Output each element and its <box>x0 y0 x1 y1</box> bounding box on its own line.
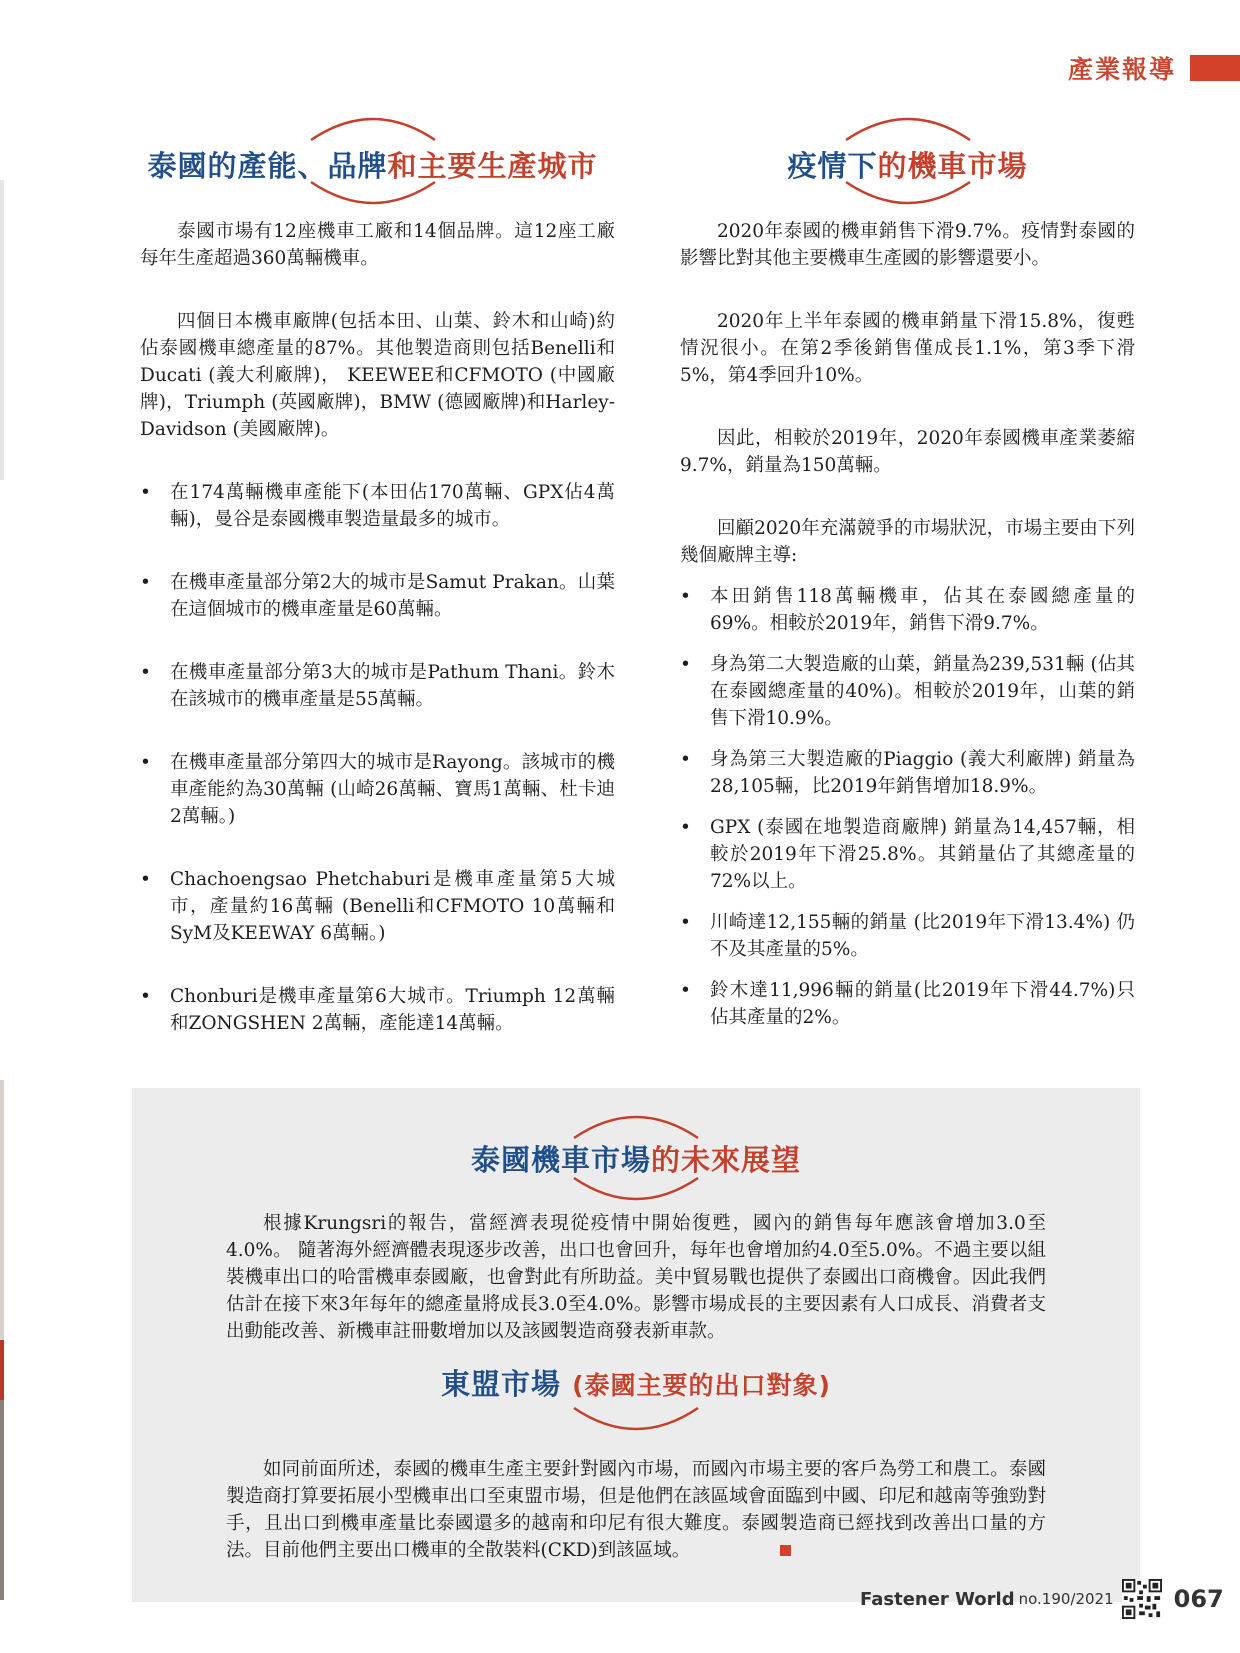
heading-arc-bottom <box>843 180 973 212</box>
paragraph: 根據Krungsri的報告，當經濟表現從疫情中開始復甦，國內的銷售每年應該會增加3.0至4.0%。 隨著海外經濟體表現逐步改善，出口也會回升，每年也會增加約4.0至5.0%。不過主要以組裝機車出口的哈雷機車泰國廠，也會對此有所助益。美中貿易戰也提供了泰國出口商機會。因此我們估計在接下來3年每年的總產量將成長3.0至4.0%。影響市場成長的主要因素有人口成長、消費者支出動能改善、新機車註冊數增加以及該國製造商發表新車款。 <box>226 1213 1046 1342</box>
list-item: • 在174萬輛機車產能下(本田佔170萬輛、GPX佔4萬輛)，曼谷是泰國機車製造量最多的城市。 <box>140 479 615 533</box>
issue-number: no.190/2021 <box>1018 1590 1114 1608</box>
heading-arc-top <box>571 1108 701 1140</box>
asean-body <box>226 1456 1046 1564</box>
heading-arc-top <box>843 110 973 142</box>
list-item: • Chachoengsao Phetchaburi是機車產量第5大城市，產量約16萬輛 (Benelli和CFMOTO 10萬輛和SyM及KEEWAY 6萬輛。) <box>140 866 615 947</box>
left-bullet-list <box>140 479 615 1037</box>
heading-arc-top <box>308 110 438 142</box>
heading-blue-part: 泰國的產能、品牌 <box>147 149 388 183</box>
paragraph: 2020年上半年泰國的機車銷量下滑15.8%，復甦情況很小。在第2季後銷售僅成長1.1%，第3季下滑5%，第4季回升10%。 <box>680 311 1135 386</box>
right-column <box>680 218 1135 1031</box>
page-number: 067 <box>1173 1585 1224 1613</box>
heading-red-part: (泰國主要的出口對象) <box>572 1371 831 1400</box>
paragraph: 2020年泰國的機車銷售下滑9.7%。疫情對泰國的影響比對其他主要機車生產國的影響還要小。 <box>680 221 1135 269</box>
left-heading <box>100 110 645 210</box>
left-column <box>140 218 615 1037</box>
asean-text: 如同前面所述，泰國的機車生產主要針對國內市場，而國內市場主要的客戶為勞工和農工。泰國製造商打算要拓展小型機車出口至東盟市場，但是他們在該區域會面臨到中國、印尼和越南等強勁對手，且出口到機車產量比泰國還多的越南和印尼有很大難度。泰國製造商已經找到改善出口量的方法。目前他們主要出口機車的全散裝料(CKD)到該區域。 <box>226 1459 1046 1561</box>
paragraph: 四個日本機車廠牌(包括本田、山葉、鈴木和山崎)約佔泰國機車總產量的87%。其他製造商則包括Benelli和Ducati (義大利廠牌)， KEEWEE和CFMOTO (中國廠牌)，Triumph (英國廠牌)，BMW (德國廠牌)和Harley-Davidson (美國廠牌)。 <box>140 311 615 440</box>
heading-red-part: 的機車市場 <box>877 149 1028 183</box>
page-edge-strip <box>0 1340 4 1400</box>
list-item: • 川崎達12,155輛的銷量 (比2019年下滑13.4%) 仍不及其產量的5%。 <box>680 909 1135 963</box>
outlook-body <box>226 1210 1046 1345</box>
footer <box>860 1578 1224 1620</box>
heading-arc-bottom <box>571 1176 701 1208</box>
heading-red-part: 和主要生產城市 <box>387 149 598 183</box>
list-item: • Chonburi是機車產量第6大城市。Triumph 12萬輛和ZONGSHEN 2萬輛，產能達14萬輛。 <box>140 983 615 1037</box>
paragraph: 泰國市場有12座機車工廠和14個品牌。這12座工廠每年生產超過360萬輛機車。 <box>140 221 615 269</box>
heading-blue-part: 東盟市場 <box>441 1367 562 1401</box>
list-item: • 身為第三大製造廠的Piaggio (義大利廠牌) 銷量為28,105輛，比2019年銷售增加18.9%。 <box>680 746 1135 800</box>
list-item: • 本田銷售118萬輛機車，佔其在泰國總產量的69%。相較於2019年，銷售下滑9.7%。 <box>680 583 1135 637</box>
heading-blue-part: 泰國機車市場 <box>470 1143 651 1177</box>
right-heading <box>680 110 1135 210</box>
end-mark-icon <box>780 1545 791 1556</box>
outlook-box <box>132 1088 1140 1602</box>
list-item: • 在機車產量部分第四大的城市是Rayong。該城市的機車產能約為30萬輛 (山崎26萬輛、寶馬1萬輛、杜卡迪2萬輛。) <box>140 749 615 830</box>
page-edge-strip <box>0 180 4 480</box>
asean-heading-title <box>132 1360 1140 1403</box>
paragraph: 因此，相較於2019年，2020年泰國機車產業萎縮9.7%，銷量為150萬輛。 <box>680 428 1135 476</box>
heading-blue-part: 疫情下 <box>787 149 878 183</box>
page-edge-strip <box>0 1400 4 1600</box>
right-bullet-list <box>680 583 1135 1031</box>
heading-red-part: 的未來展望 <box>651 1143 802 1177</box>
paragraph: 回顧2020年充滿競爭的市場狀況，市場主要由下列幾個廠牌主導: <box>680 518 1135 566</box>
section-tag-bar <box>1190 55 1240 81</box>
list-item: • 鈴木達11,996輛的銷量(比2019年下滑44.7%)只佔其產量的2%。 <box>680 977 1135 1031</box>
paragraph <box>226 1456 1046 1564</box>
list-item: • 身為第二大製造廠的山葉，銷量為239,531輛 (佔其在泰國總產量的40%)。相較於2019年，山葉的銷售下滑10.9%。 <box>680 651 1135 732</box>
section-tag <box>1068 50 1240 86</box>
list-item: • 在機車產量部分第2大的城市是Samut Prakan。山葉在這個城市的機車產量是60萬輛。 <box>140 569 615 623</box>
list-item: • 在機車產量部分第3大的城市是Pathum Thani。鈴木在該城市的機車產量是55萬輛。 <box>140 659 615 713</box>
outlook-heading <box>132 1108 1140 1208</box>
list-item: • GPX (泰國在地製造商廠牌) 銷量為14,457輛，相較於2019年下滑25.8%。其銷量佔了其總產量的72%以上。 <box>680 814 1135 895</box>
heading-arc-bottom <box>571 1406 701 1438</box>
asean-heading <box>132 1360 1140 1460</box>
magazine-name: Fastener World <box>860 1588 1015 1610</box>
qr-code-icon <box>1122 1578 1162 1620</box>
section-tag-label: 產業報導 <box>1067 55 1176 84</box>
page-edge-strip <box>0 1080 4 1340</box>
heading-arc-bottom <box>308 180 438 212</box>
